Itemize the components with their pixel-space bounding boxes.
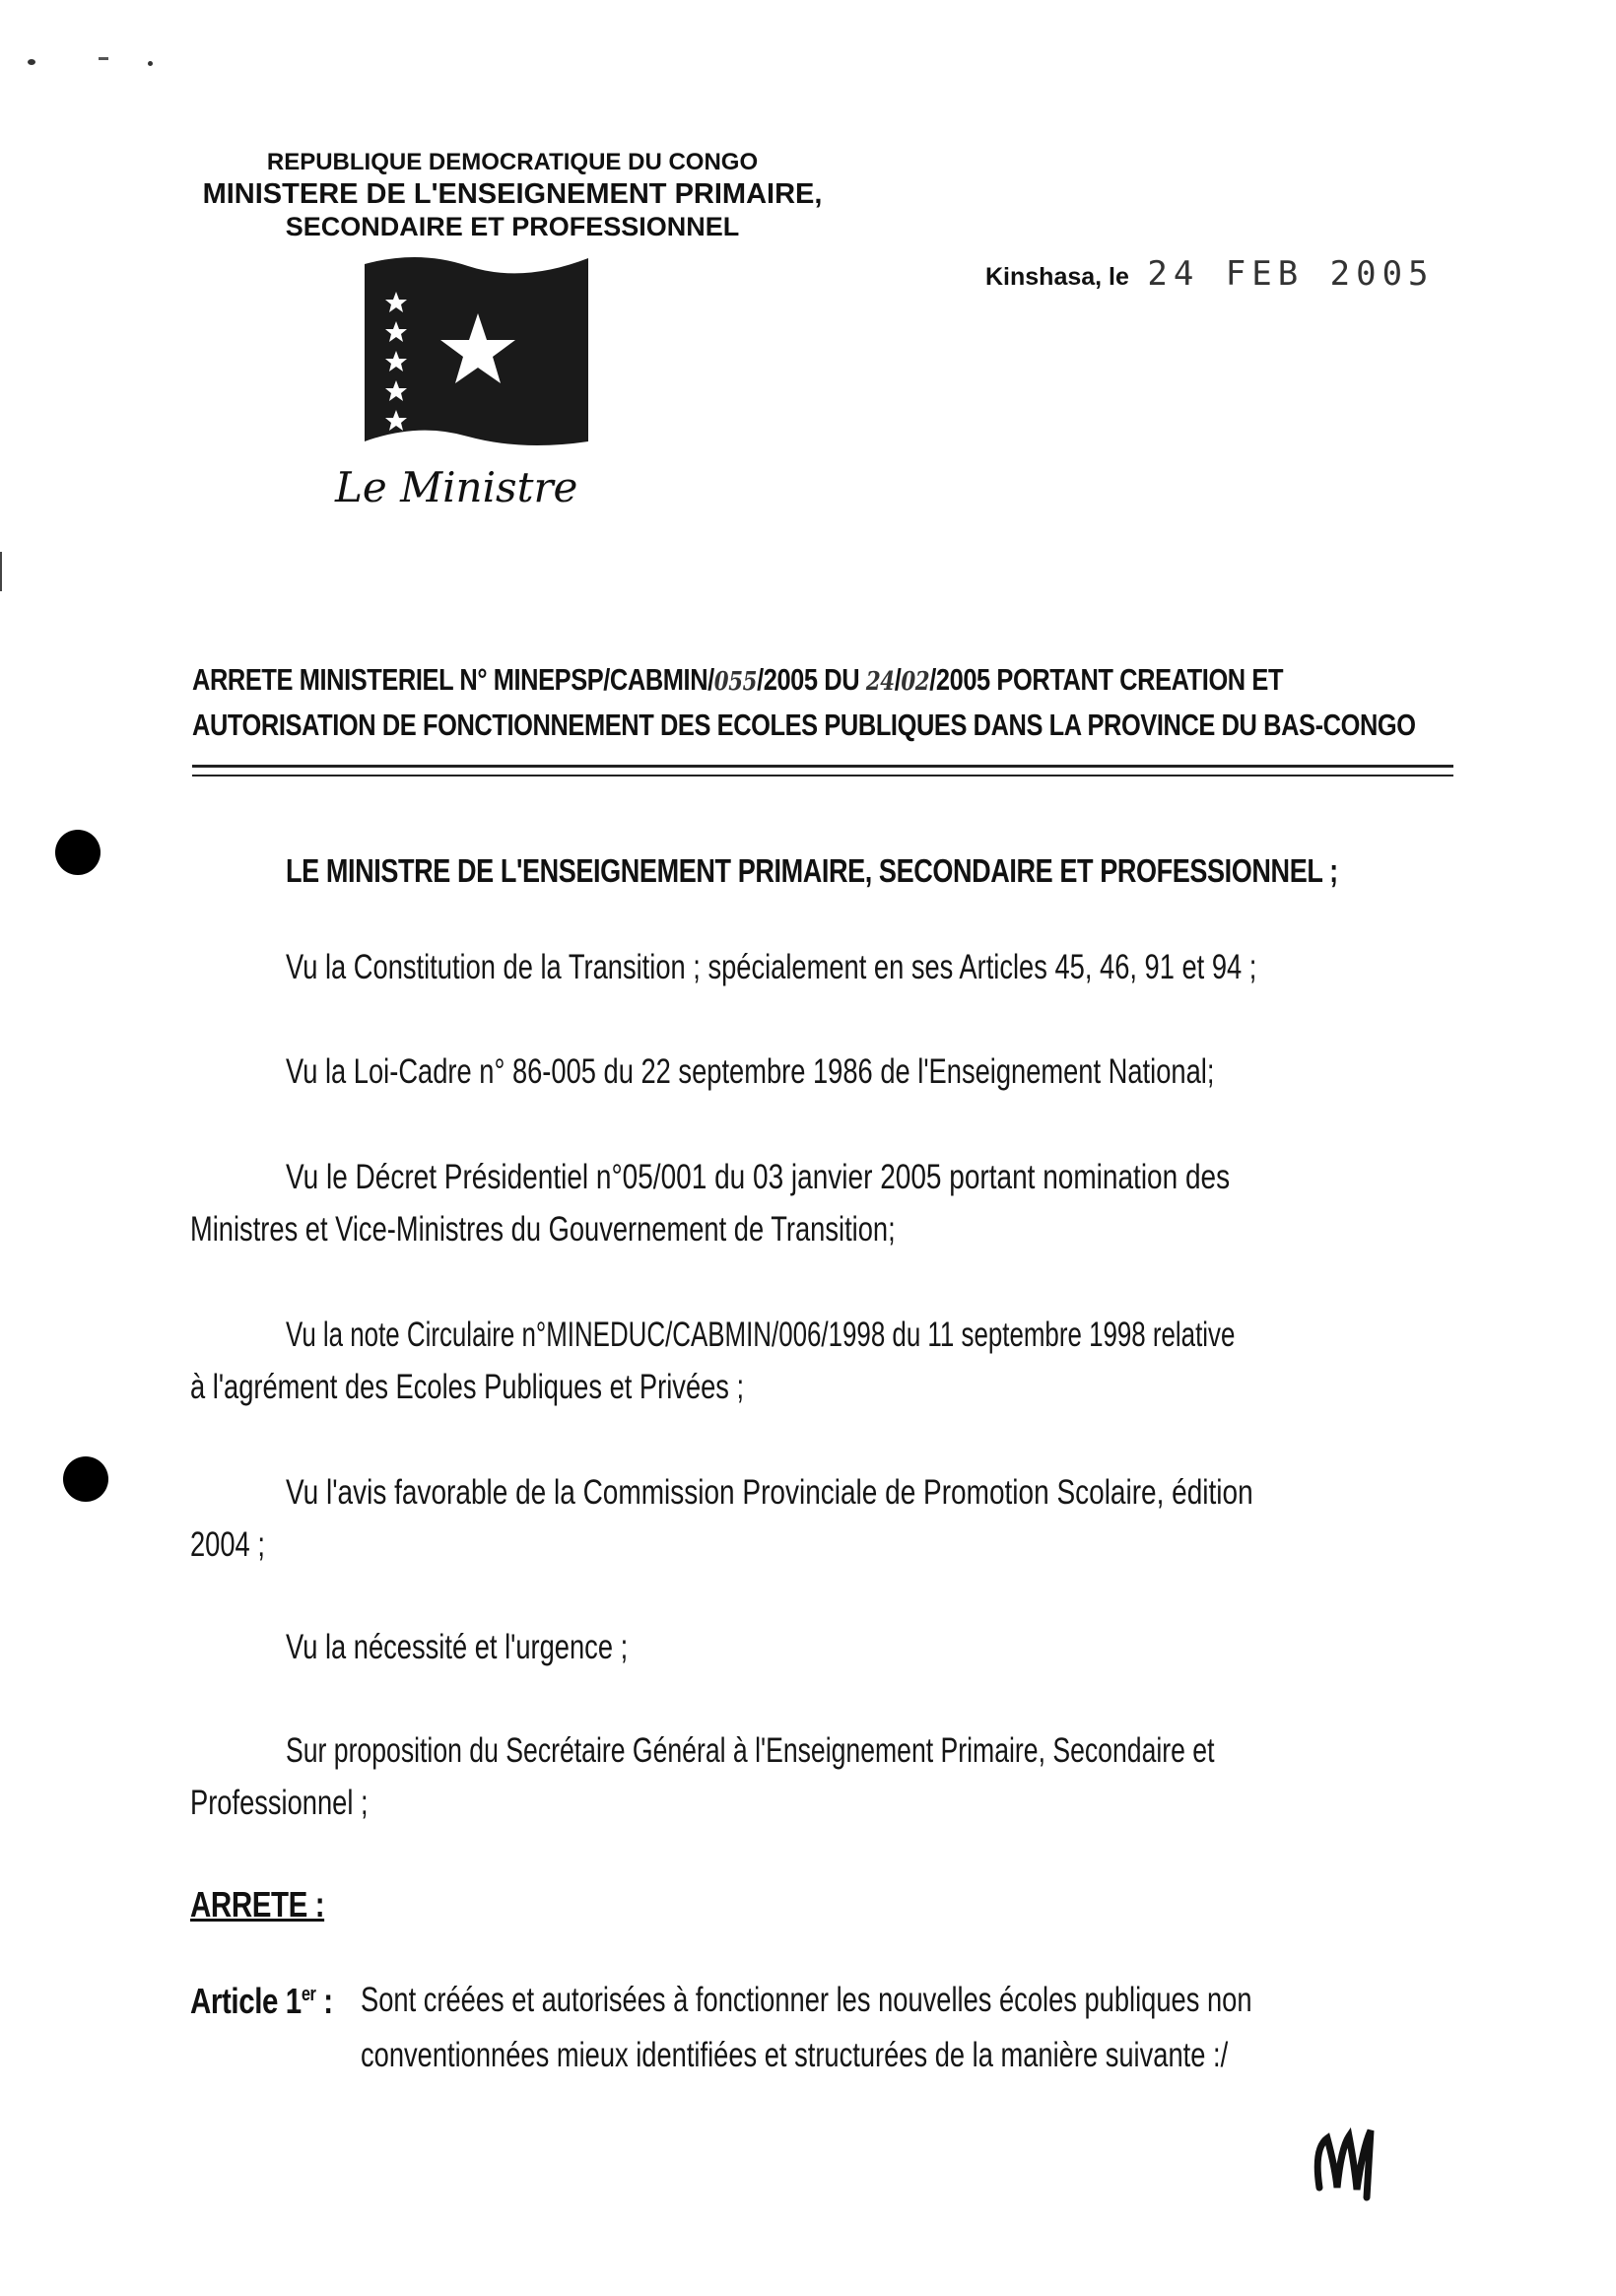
article-label	[190, 1981, 333, 2022]
vu-avis-line2: 2004 ;	[190, 1525, 265, 1564]
dateline	[985, 254, 1435, 294]
handwritten-day: 24	[865, 667, 895, 697]
article-text-line2: conventionnées mieux identifiées et structurées de la manière suivante :/	[361, 2036, 1229, 2074]
article-text-line1: Sont créées et autorisées à fonctionner les nouvelles écoles publiques non	[361, 1981, 1252, 2019]
scan-speck	[28, 59, 35, 65]
sur-proposition-line2: Professionnel ;	[190, 1784, 369, 1822]
letterhead	[158, 148, 867, 242]
article-label-text: Article 1	[190, 1981, 302, 2021]
body-heading: LE MINISTRE DE L'ENSEIGNEMENT PRIMAIRE, SECONDAIRE ET PROFESSIONNEL ;	[286, 852, 1338, 889]
title-rule-top	[192, 765, 1453, 768]
dateline-label: Kinshasa, le	[985, 263, 1129, 291]
flag-emblem	[360, 244, 596, 451]
decree-title-part: /2005 PORTANT CREATION ET	[929, 662, 1284, 697]
signature-block-title: Le Ministre	[335, 463, 578, 511]
vu-circulaire-line1: Vu la note Circulaire n°MINEDUC/CABMIN/006/1998 du 11 septembre 1998 relative	[286, 1316, 1236, 1354]
scan-speck	[99, 57, 108, 60]
letterhead-country: REPUBLIQUE DEMOCRATIQUE DU CONGO	[266, 149, 759, 175]
decree-title-part: /2005 DU	[757, 662, 866, 697]
punch-hole	[63, 1456, 108, 1502]
arrete-heading: ARRETE :	[190, 1884, 325, 1925]
scan-speck	[148, 61, 153, 66]
decree-title-line2: AUTORISATION DE FONCTIONNEMENT DES ECOLES PUBLIQUES DANS LA PROVINCE DU BAS-CONGO	[192, 708, 1416, 742]
vu-avis-line1: Vu l'avis favorable de la Commission Provinciale de Promotion Scolaire, édition	[286, 1473, 1253, 1512]
vu-constitution: Vu la Constitution de la Transition ; spécialement en ses Articles 45, 46, 91 et 94 ;	[286, 948, 1257, 986]
punch-hole	[55, 830, 101, 875]
handwritten-number: 055	[713, 667, 758, 697]
vu-circulaire-line2: à l'agrément des Ecoles Publiques et Privées ;	[190, 1368, 745, 1406]
vu-decret-line1: Vu le Décret Présidentiel n°05/001 du 03 janvier 2005 portant nomination des	[286, 1158, 1231, 1196]
letterhead-ministry-cont: SECONDAIRE ET PROFESSIONNEL	[285, 212, 740, 241]
title-rule-bottom	[192, 775, 1453, 777]
scan-edge-mark	[0, 552, 2, 591]
sur-proposition-line1: Sur proposition du Secrétaire Général à l'Enseignement Primaire, Secondaire et	[286, 1731, 1215, 1770]
date-stamp: 24 FEB 2005	[1147, 254, 1435, 294]
handwritten-month: 02	[901, 667, 930, 697]
vu-loi-cadre: Vu la Loi-Cadre n° 86-005 du 22 septembre 1986 de l'Enseignement National;	[286, 1052, 1215, 1091]
decree-title-part: ARRETE MINISTERIEL N° MINEPSP/CABMIN/	[192, 662, 714, 697]
handwritten-initials	[1306, 2119, 1384, 2207]
vu-necessite: Vu la nécessité et l'urgence ;	[286, 1628, 629, 1666]
vu-decret-line2: Ministres et Vice-Ministres du Gouvernement de Transition;	[190, 1210, 896, 1249]
decree-title-part: /	[894, 662, 902, 697]
article-label-sup: er	[301, 1984, 316, 2005]
letterhead-ministry: MINISTERE DE L'ENSEIGNEMENT PRIMAIRE,	[202, 178, 823, 210]
decree-title-line1	[192, 662, 1283, 698]
article-label-colon: :	[315, 1981, 333, 2021]
